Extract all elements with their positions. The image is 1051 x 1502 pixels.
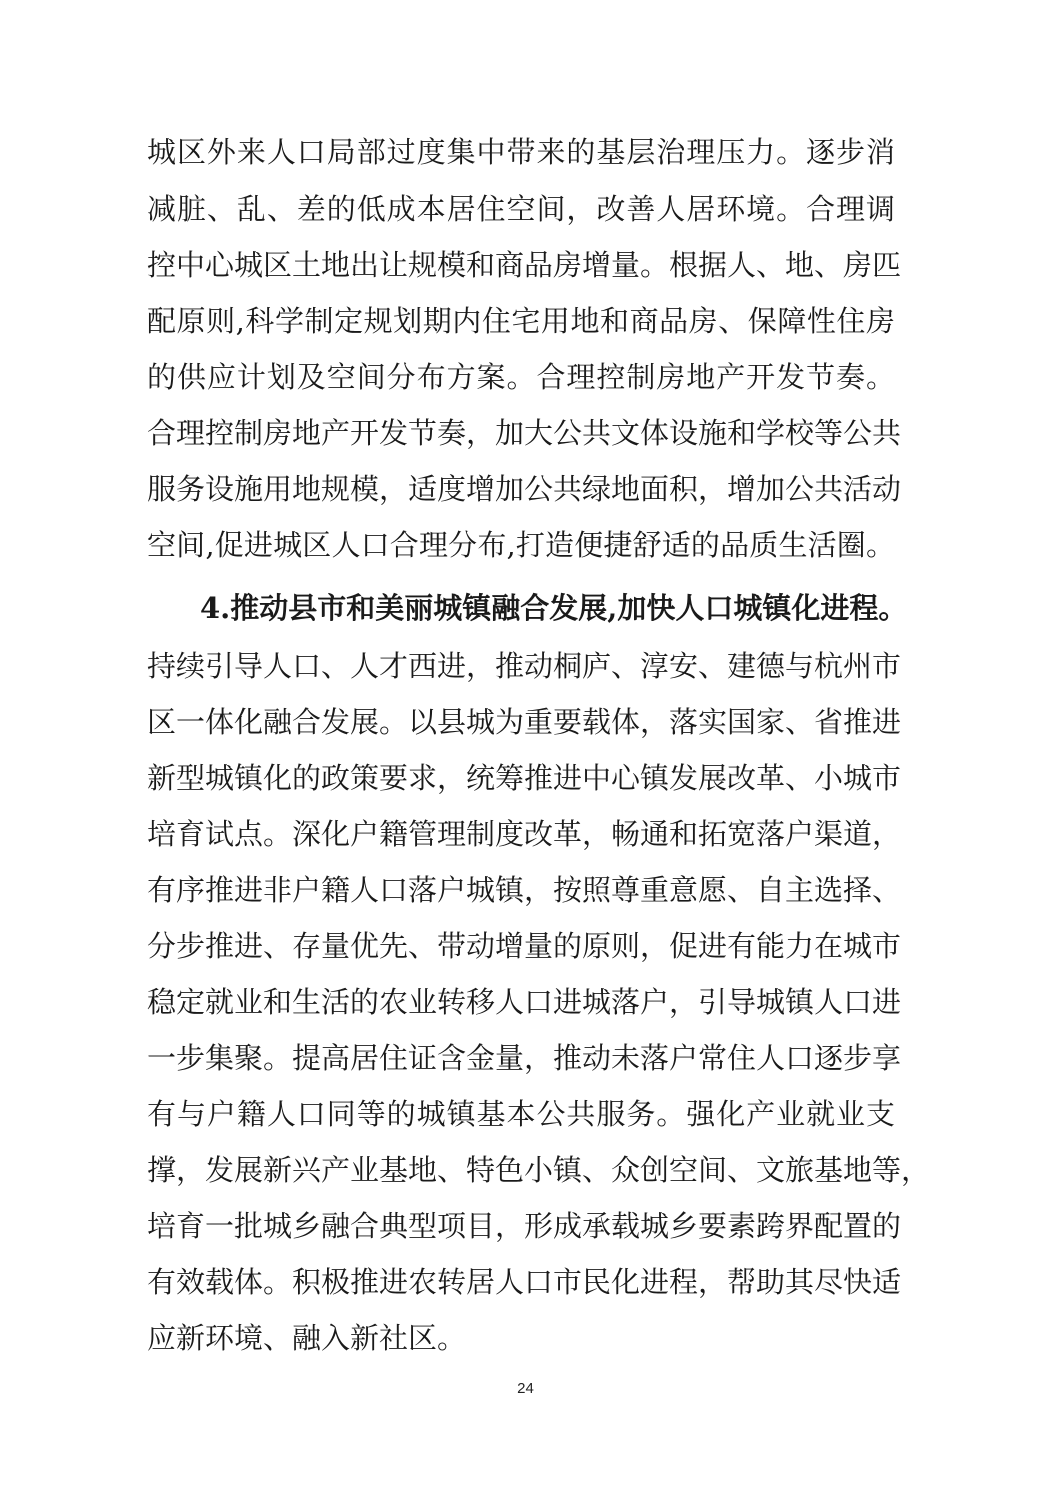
section-heading: 4.推动县市和美丽城镇融合发展,加快人口城镇化进程。 bbox=[200, 591, 908, 625]
paragraph-line: 撑，发展新兴产业基地、特色小镇、众创空间、文旅基地等， bbox=[147, 1153, 931, 1187]
paragraph-line: 应新环境、融入新社区。 bbox=[147, 1321, 467, 1355]
paragraph-line: 有序推进非户籍人口落户城镇，按照尊重意愿、自主选择、 bbox=[147, 873, 902, 907]
paragraph-line: 空间,促进城区人口合理分布,打造便捷舒适的品质生活圈。 bbox=[147, 528, 895, 562]
paragraph-line: 分步推进、存量优先、带动增量的原则，促进有能力在城市 bbox=[147, 929, 902, 963]
paragraph-line: 配原则,科学制定规划期内住宅用地和商品房、保障性住房 bbox=[147, 304, 895, 338]
paragraph-line: 稳定就业和生活的农业转移人口进城落户，引导城镇人口进 bbox=[147, 985, 902, 1019]
paragraph-line: 城区外来人口局部过度集中带来的基层治理压力。逐步消 bbox=[147, 135, 895, 169]
paragraph-line: 有效载体。积极推进农转居人口市民化进程，帮助其尽快适 bbox=[147, 1265, 902, 1299]
paragraph-line: 合理控制房地产开发节奏，加大公共文体设施和学校等公共 bbox=[147, 416, 902, 450]
paragraph-line: 有与户籍人口同等的城镇基本公共服务。强化产业就业支 bbox=[147, 1097, 895, 1131]
paragraph-line: 培育试点。深化户籍管理制度改革，畅通和拓宽落户渠道， bbox=[147, 817, 902, 851]
paragraph-line: 服务设施用地规模，适度增加公共绿地面积，增加公共活动 bbox=[147, 472, 902, 506]
paragraph-line: 区一体化融合发展。以县城为重要载体，落实国家、省推进 bbox=[147, 705, 902, 739]
paragraph-line: 持续引导人口、人才西进，推动桐庐、淳安、建德与杭州市 bbox=[147, 649, 902, 683]
paragraph-line: 控中心城区土地出让规模和商品房增量。根据人、地、房匹 bbox=[147, 248, 902, 282]
page-number: 24 bbox=[517, 1380, 534, 1397]
paragraph-line: 新型城镇化的政策要求，统筹推进中心镇发展改革、小城市 bbox=[147, 761, 902, 795]
paragraph-line: 的供应计划及空间分布方案。合理控制房地产开发节奏。 bbox=[147, 360, 895, 394]
paragraph-line: 培育一批城乡融合典型项目，形成承载城乡要素跨界配置的 bbox=[147, 1209, 902, 1243]
paragraph-line: 减脏、乱、差的低成本居住空间，改善人居环境。合理调 bbox=[147, 192, 895, 226]
paragraph-line: 一步集聚。提高居住证含金量，推动未落户常住人口逐步享 bbox=[147, 1041, 902, 1075]
